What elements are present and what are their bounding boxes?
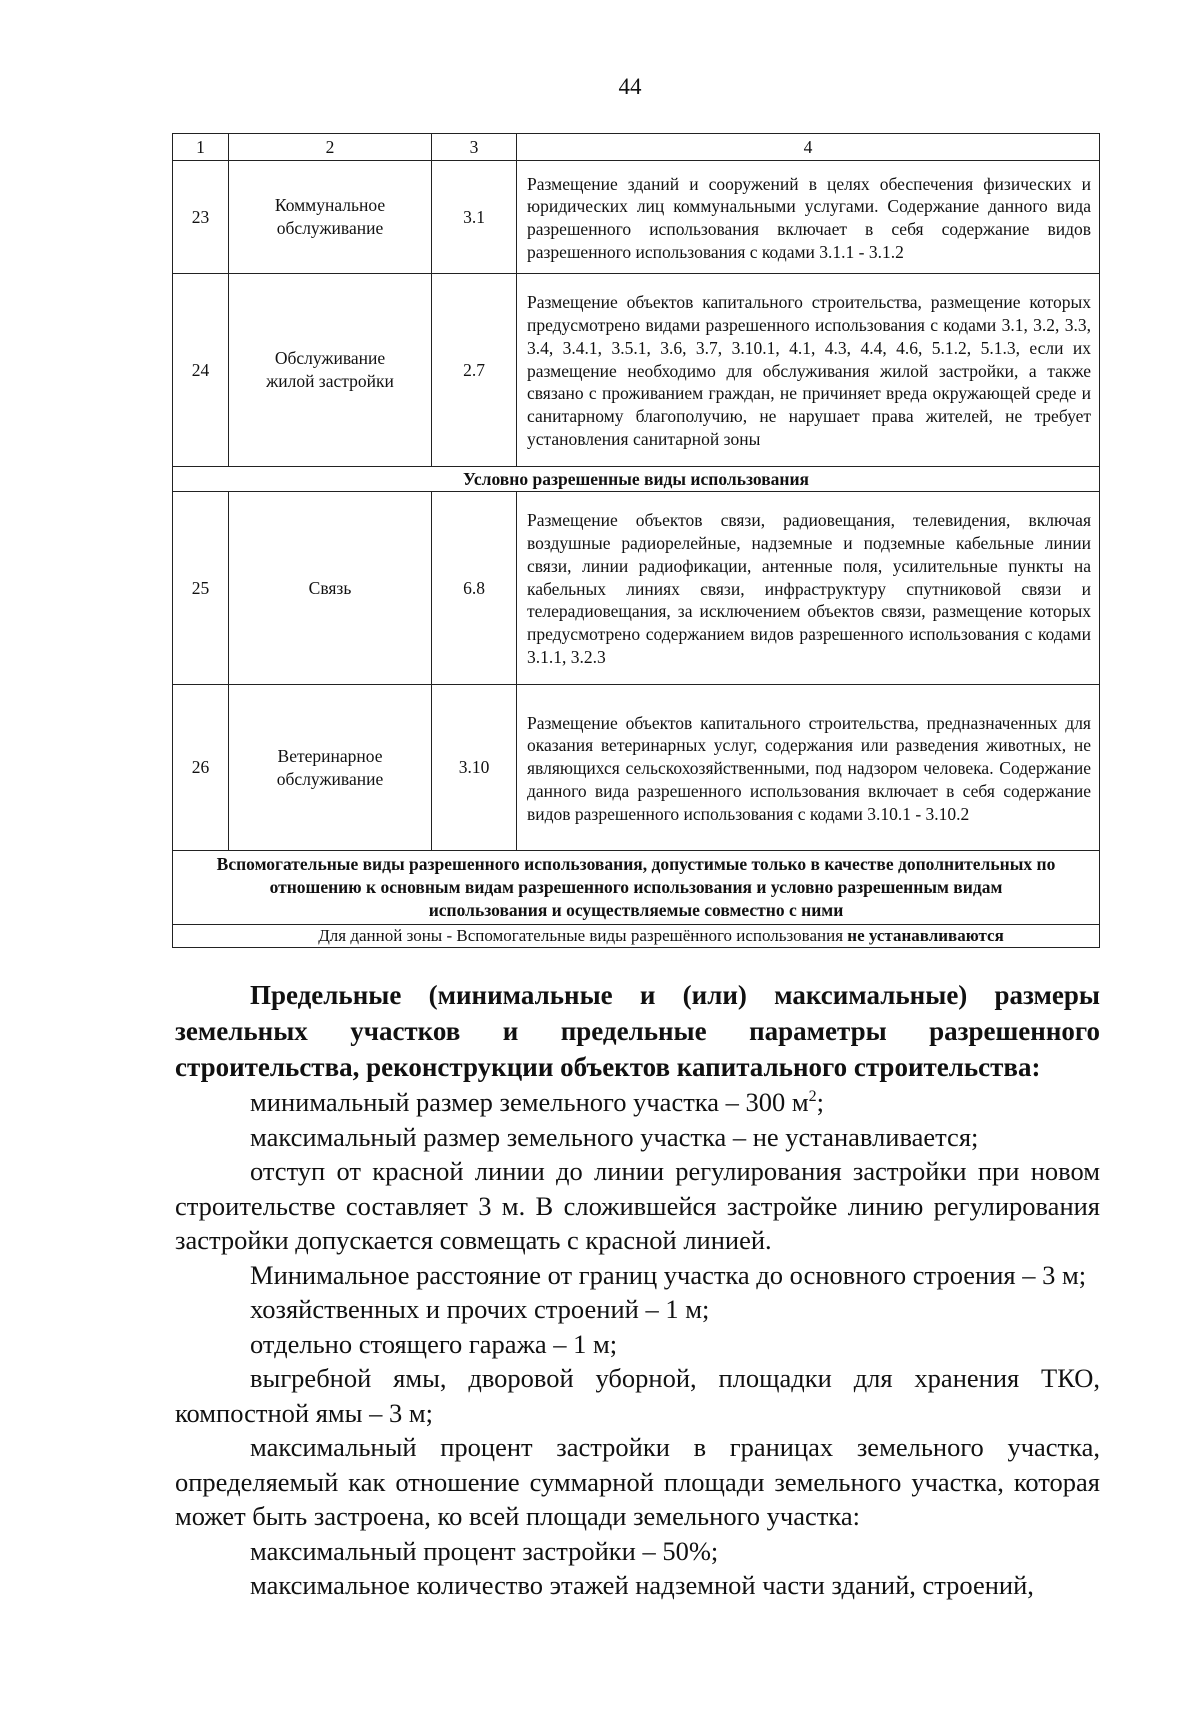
paragraph: Минимальное расстояние от границ участка до основного строения – 3 м;: [250, 1259, 1087, 1290]
use-type-description: Размещение объектов капитального строительства, размещение которых предусмотрено видами разрешенного использования с кодами 3.1, 3.2, 3.3, 3.4, 3.4.1, 3.5.1, 3.6, 3.7, 3.10.1, 4.1, 4.3, 4.4, 4.6, 5.1.2, 5.1.3, если их размещение необходимо для обслуживания жилой застройки, а также связано с проживанием граждан, не причиняет вреда окружающей среде и санитарному благополучию, не нарушает права жителей, не требует установления санитарной зоны: [517, 274, 1100, 467]
use-type-code: 3.10: [432, 685, 517, 851]
use-type-name: Связь: [229, 492, 432, 685]
paragraph: максимальный процент застройки в границах земельного участка, определяемый как отношение суммарной площади земельного участка, которая может быть застроена, ко всей площади земельного участка:: [175, 1432, 1100, 1531]
paragraph: максимальное количество этажей надземной части зданий, строений,: [250, 1570, 1034, 1600]
paragraph: максимальный процент застройки – 50%;: [250, 1535, 719, 1566]
land-use-table: [172, 133, 1100, 948]
header-cell: 2: [229, 134, 432, 161]
use-type-code: 3.1: [432, 161, 517, 274]
row-number: 24: [173, 274, 229, 467]
paragraph: отступ от красной линии до линии регулирования застройки при новом строительстве составляет 3 м. В сложившейся застройке линию регулирования застройки допускается совмещать с красной линией.: [175, 1156, 1100, 1255]
row-number: 26: [173, 685, 229, 851]
min-plot-size-text: минимальный размер земельного участка – 300 м: [250, 1087, 809, 1117]
paragraph: хозяйственных и прочих строений – 1 м;: [250, 1294, 710, 1324]
use-type-code: 6.8: [432, 492, 517, 685]
note-text: Для данной зоны - Вспомогательные виды разрешённого использования: [318, 926, 848, 946]
use-type-description: Размещение объектов связи, радиовещания, телевидения, включая воздушные радиорелейные, надземные и подземные кабельные линии связи, линии радиофикации, антенные поля, усилительные пункты на кабельных линиях связи, инфраструктуру спутниковой связи и телерадиовещания, за исключением объектов связи, размещение которых предусмотрено содержанием видов разрешенного использования с кодами 3.1.1, 3.2.3: [517, 492, 1100, 685]
use-type-description: Размещение зданий и сооружений в целях обеспечения физических и юридических лиц коммунальными услугами. Содержание данного вида разрешенного использования включает в себя содержание видов разрешенного использования с кодами 3.1.1 - 3.1.2: [517, 161, 1100, 274]
note-row: [173, 925, 1100, 948]
paragraph: [175, 1085, 1100, 1120]
header-cell: 1: [173, 134, 229, 161]
table-row: [173, 492, 1100, 685]
punctuation: ;: [816, 1087, 825, 1117]
zone-note: [173, 925, 1100, 948]
use-type-name: Ветеринарное обслуживание: [229, 685, 432, 851]
section-conditional-title: Условно разрешенные виды использования: [173, 467, 1100, 492]
superscript: 2: [808, 1088, 817, 1106]
use-type-name: Коммунальное обслуживание: [229, 161, 432, 274]
note-emphasis: не устанавливаются: [847, 926, 1004, 946]
header-cell: 4: [517, 134, 1100, 161]
paragraph: выгребной ямы, дворовой уборной, площадки для хранения ТКО, компостной ямы – 3 м;: [175, 1363, 1100, 1428]
header-cell: 3: [432, 134, 517, 161]
table-row: [173, 161, 1100, 274]
use-type-description: Размещение объектов капитального строительства, предназначенных для оказания ветеринарных услуг, содержания или разведения животных, не являющихся сельскохозяйственными, под надзором человека. Содержание данного вида разрешенного использования включает в себя содержание видов разрешенного использования с кодами 3.10.1 - 3.10.2: [517, 685, 1100, 851]
table-header-row: [173, 134, 1100, 161]
paragraph: отдельно стоящего гаража – 1 м;: [250, 1328, 618, 1359]
body-text: [175, 1085, 1100, 1603]
page-number: 44: [618, 74, 642, 99]
section-heading: Предельные (минимальные и (или) максимальные) размеры земельных участков и предельные параметры разрешенного строительства, реконструкции объектов капитального строительства:: [175, 980, 1100, 1082]
table-row: [173, 274, 1100, 467]
section-row: [173, 851, 1100, 925]
row-number: 23: [173, 161, 229, 274]
section-row: [173, 467, 1100, 492]
table-row: [173, 685, 1100, 851]
row-number: 25: [173, 492, 229, 685]
paragraph: максимальный размер земельного участка – не устанавливается;: [250, 1121, 979, 1152]
section-auxiliary-title: Вспомогательные виды разрешенного использования, допустимые только в качестве дополнительных по отношению к основным видам разрешенного использования и условно разрешенным видам использования и осуществляемые совместно с ними: [173, 851, 1100, 925]
use-type-code: 2.7: [432, 274, 517, 467]
use-type-name: Обслуживание жилой застройки: [229, 274, 432, 467]
